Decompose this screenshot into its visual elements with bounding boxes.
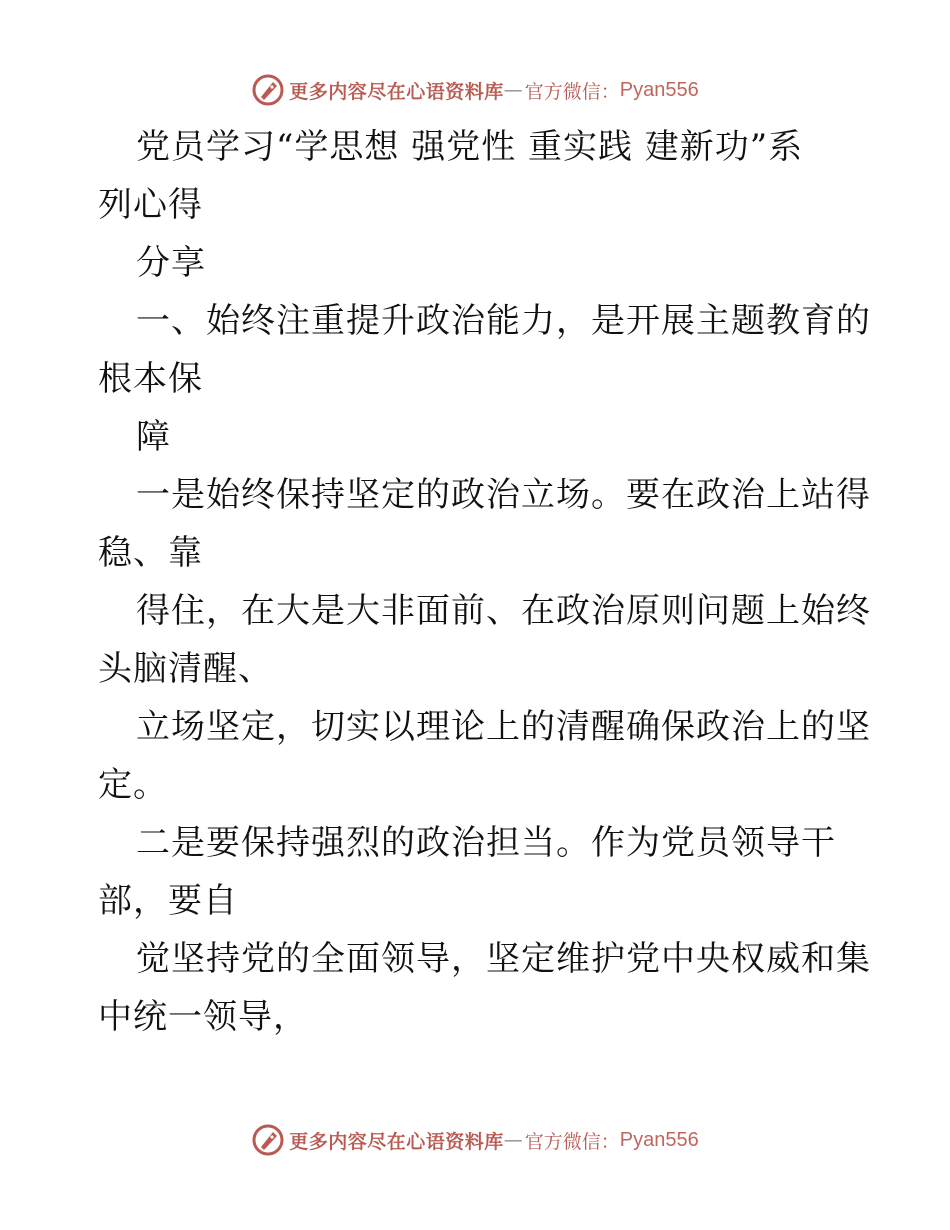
text-line: 立场坚定，切实以理论上的清醒确保政治上的坚 xyxy=(136,707,871,747)
pen-nib-circle-icon xyxy=(251,73,285,107)
footer-watermark xyxy=(0,1120,950,1160)
text-line: 部，要自 xyxy=(98,881,238,921)
pen-nib-circle-icon xyxy=(251,1123,285,1157)
watermark-colon: ： xyxy=(600,80,620,103)
document-body xyxy=(98,118,871,1046)
watermark-wechat-label: 官方微信 xyxy=(524,80,601,103)
text-line: 一是始终保持坚定的政治立场。要在政治上站得 xyxy=(136,475,871,515)
watermark-brand: 更多内容尽在心语资料库 xyxy=(289,80,504,103)
text-line: 稳、靠 xyxy=(98,533,203,573)
text-line: 二是要保持强烈的政治担当。作为党员领导干 xyxy=(136,823,836,863)
text-line: 列心得 xyxy=(98,185,203,225)
watermark-wechat-label: 官方微信 xyxy=(524,1130,601,1153)
text-line: 定。 xyxy=(98,765,168,805)
text-line: 党员学习“学思想 强党性 重实践 建新功”系 xyxy=(136,127,804,167)
watermark-separator: — xyxy=(503,1129,523,1151)
text-line: 觉坚持党的全面领导，坚定维护党中央权威和集 xyxy=(136,939,871,979)
text-line: 得住，在大是大非面前、在政治原则问题上始终 xyxy=(136,591,871,631)
text-line: 中统一领导， xyxy=(98,997,308,1037)
text-line: 一、始终注重提升政治能力，是开展主题教育的 xyxy=(136,301,871,341)
text-line: 头脑清醒、 xyxy=(98,649,273,689)
watermark-handle: Pyan556 xyxy=(619,1128,699,1151)
text-line: 分享 xyxy=(136,243,206,283)
text-line: 障 xyxy=(136,417,171,457)
text-line: 根本保 xyxy=(98,359,203,399)
watermark-handle: Pyan556 xyxy=(619,78,699,101)
watermark-brand: 更多内容尽在心语资料库 xyxy=(289,1130,504,1153)
watermark-separator: — xyxy=(503,79,523,101)
header-watermark xyxy=(0,70,950,110)
watermark-colon: ： xyxy=(600,1130,620,1153)
